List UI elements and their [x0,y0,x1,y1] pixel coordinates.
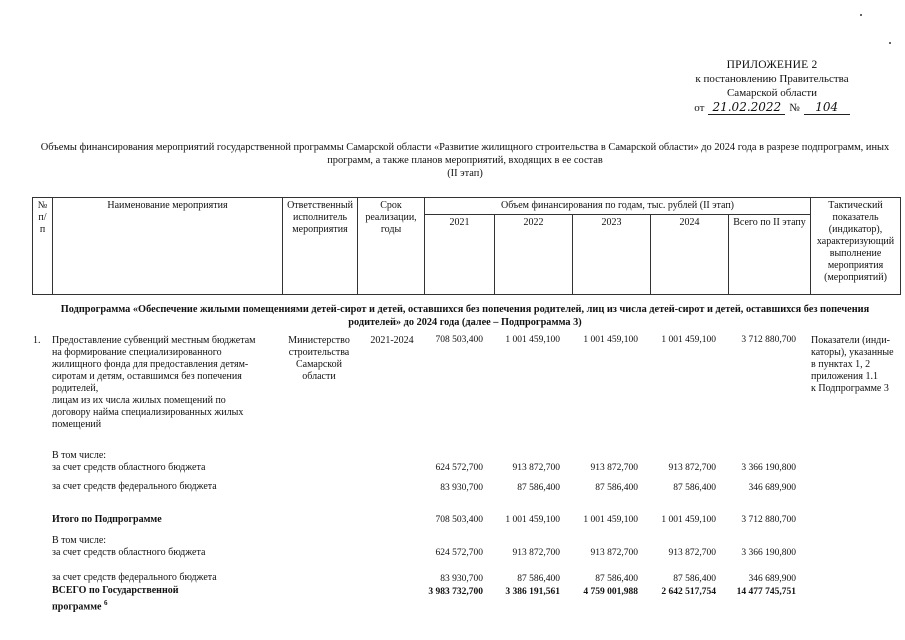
subtotal-2023: 1 001 459,100 [583,515,638,525]
subtotal-2022: 1 001 459,100 [505,515,560,525]
grand-2024: 2 642 517,754 [661,587,716,597]
regional-budget-label: за счет средств областного бюджета [52,462,206,473]
col-header-year: 2024 [651,215,729,295]
title-line: Объемы финансирования мероприятий государственной программы Самарской области «Развитие жилищного строительства в Самарской области» до 2024 года в разрезе подпрограмм, иных [40,142,890,153]
regional-budget-label: за счет средств областного бюджета [52,547,206,558]
regional-2023: 913 872,700 [590,463,638,473]
item-name-line: родителей, [52,383,99,394]
regional-total: 3 366 190,800 [741,463,796,473]
executor-line: Самарской [296,359,342,370]
grand-total-label [52,585,272,613]
appendix-line: Самарской области [726,87,818,99]
appendix-header [687,58,857,115]
col-header-name: Наименование мероприятия [53,198,283,295]
item-name-line: Предоставление субвенций местным бюджетам [52,335,256,346]
item-name-line: жилищного фонда для предоставления детям- [52,359,249,370]
scan-speck [889,42,891,44]
footnote-mark: 6 [104,599,108,607]
including-label: В том числе: [52,450,107,461]
sub-regional-total: 3 366 190,800 [741,548,796,558]
from-label: от [694,102,705,114]
executor-line: области [302,371,336,382]
scan-speck [860,14,862,16]
col-header-total: Всего по II этапу [729,215,811,295]
col-header-year: 2021 [425,215,495,295]
executor-line: строительства [288,347,350,358]
grand-total-line: программе [52,601,102,613]
appendix-line: к постановлению Правительства [695,73,849,85]
sub-federal-2021: 83 930,700 [440,574,483,584]
appendix-title: ПРИЛОЖЕНИЕ 2 [726,59,818,71]
sub-regional-2022: 913 872,700 [512,548,560,558]
item-number: 1. [33,335,41,346]
subprogram-total-label: Итого по Подпрограмме [52,514,162,525]
sub-federal-total: 346 689,900 [748,574,796,584]
item-name [52,335,272,431]
federal-budget-label: за счет средств федерального бюджета [52,572,217,583]
federal-budget-label: за счет средств федерального бюджета [52,481,217,492]
grand-2023: 4 759 001,988 [583,587,638,597]
grand-total-line: ВСЕГО по Государственной [52,585,179,596]
subprogram-heading [30,303,900,329]
indicator-line: каторы), указанные [811,347,894,358]
document-title [30,141,900,180]
subprogram-line: родителей» до 2024 года (далее – Подпрограмма 3) [348,317,582,328]
handwritten-date: 21.02.2022 [708,100,785,115]
col-header-year: 2022 [495,215,573,295]
grand-2022: 3 386 191,561 [505,587,560,597]
item-name-line: на формирование специализированного [52,347,222,358]
grand-total: 14 477 745,751 [736,587,796,597]
federal-total: 346 689,900 [748,483,796,493]
executor-line: Министерство [288,335,350,346]
item-name-line: лицам из их числа жилых помещений по [52,395,226,406]
col-header-term: Срок реализации, годы [358,198,425,295]
appendix-date-row [687,100,857,115]
item-name-line: помещений [52,419,102,430]
subtotal-total: 3 712 880,700 [741,515,796,525]
regional-2021: 624 572,700 [435,463,483,473]
indicator-line: Показатели (инди- [811,335,890,346]
funding-table-header [32,197,901,295]
value-2022: 1 001 459,100 [505,335,560,345]
regional-2024: 913 872,700 [668,463,716,473]
sub-regional-2024: 913 872,700 [668,548,716,558]
value-total: 3 712 880,700 [741,335,796,345]
item-name-line: договору найма специализированных жилых [52,407,244,418]
item-executor [283,335,355,383]
col-header-funding: Объем финансирования по годам, тыс. рублей (II этап) [425,198,811,215]
subtotal-2024: 1 001 459,100 [661,515,716,525]
sub-federal-2024: 87 586,400 [673,574,716,584]
number-label: № [789,102,800,114]
federal-2023: 87 586,400 [595,483,638,493]
sub-federal-2022: 87 586,400 [517,574,560,584]
handwritten-number: 104 [804,100,850,115]
value-2024: 1 001 459,100 [661,335,716,345]
item-name-line: сиротам и детям, оставшимся без попечения [52,371,242,382]
subtotal-2021: 708 503,400 [435,515,483,525]
title-line: (II этап) [447,168,483,179]
item-indicator [811,335,901,395]
value-2023: 1 001 459,100 [583,335,638,345]
indicator-line: в пунктах 1, 2 [811,359,871,370]
federal-2021: 83 930,700 [440,483,483,493]
subprogram-line: Подпрограмма «Обеспечение жилыми помещениями детей-сирот и детей, оставшихся без попечения родителей, лиц из числа детей-сирот и детей, оставшихся без попечения [60,304,870,315]
item-term: 2021-2024 [370,335,414,346]
value-2021: 708 503,400 [435,335,483,345]
federal-2024: 87 586,400 [673,483,716,493]
sub-regional-2023: 913 872,700 [590,548,638,558]
including-label: В том числе: [52,535,107,546]
col-header-number: № п/п [33,198,53,295]
federal-2022: 87 586,400 [517,483,560,493]
sub-federal-2023: 87 586,400 [595,574,638,584]
regional-2022: 913 872,700 [512,463,560,473]
indicator-line: к Подпрограмме 3 [811,383,889,394]
col-header-executor: Ответственный исполнитель мероприятия [283,198,358,295]
title-line: программ, а также планов мероприятий, входящих в ее состав [327,155,603,166]
grand-2021: 3 983 732,700 [428,587,483,597]
indicator-line: приложения 1.1 [811,371,878,382]
sub-regional-2021: 624 572,700 [435,548,483,558]
col-header-year: 2023 [573,215,651,295]
col-header-indicator: Тактический показатель (индикатор), характеризующий выполнение мероприятия (мероприятий) [811,198,901,295]
